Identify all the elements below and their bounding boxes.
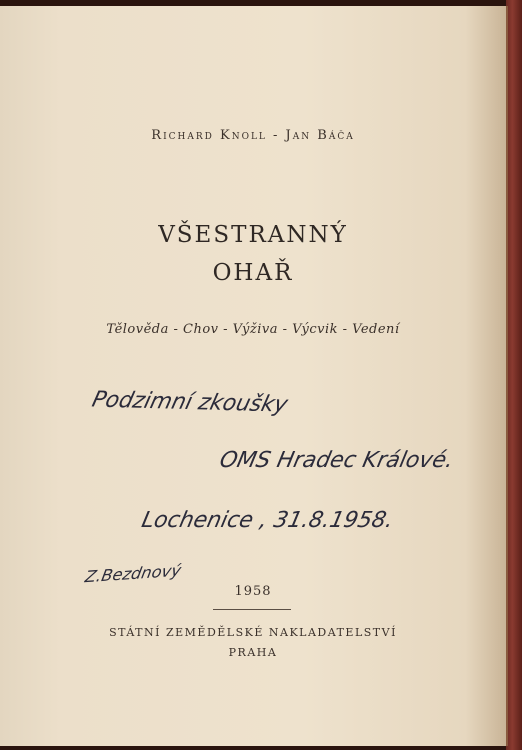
handwritten-signature: Z.Bezdnový bbox=[83, 560, 183, 587]
inscription-line-3: Lochenice , 31.8.1958. bbox=[139, 508, 396, 533]
title-page bbox=[0, 6, 508, 746]
book-title-line-1: VŠESTRANNÝ bbox=[158, 222, 348, 248]
divider-rule bbox=[213, 609, 291, 610]
authors: Richard Knoll - Jan Báča bbox=[151, 128, 355, 143]
publisher: STÁTNÍ ZEMĚDĚLSKÉ NAKLADATELSTVÍ bbox=[109, 626, 397, 639]
inscription-line-1: Podzimní zkoušky bbox=[89, 387, 291, 418]
binding-edge bbox=[506, 0, 522, 750]
book-subtitle: Tělověda - Chov - Výživa - Výcvik - Vedení bbox=[106, 322, 400, 337]
publication-city: PRAHA bbox=[228, 646, 278, 659]
inscription-line-2: OMS Hradec Králové. bbox=[217, 448, 456, 473]
publication-year: 1958 bbox=[234, 584, 272, 599]
book-title-line-2: OHAŘ bbox=[212, 260, 294, 286]
